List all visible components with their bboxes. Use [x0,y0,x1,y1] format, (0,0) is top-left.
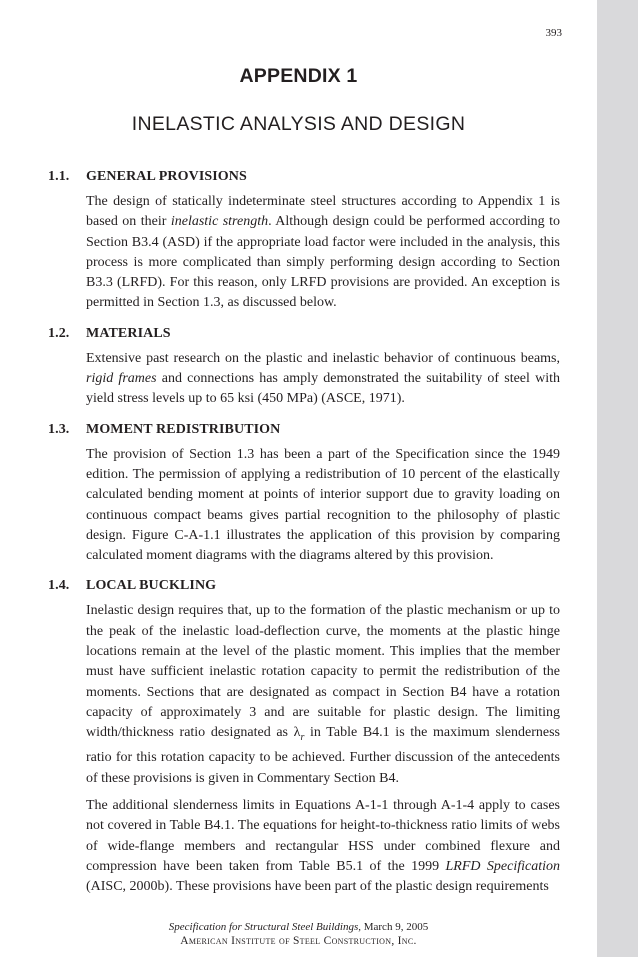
text-run: The design of statically indeterminate steel structures according to Appendix 1 is based on their [86,194,560,230]
text-run: The additional slenderness limits in Equations A-1-1 through A-1-4 apply to cases not covered in Table B4.1. The equations for height-to-thickness ratio limits of webs of wide-flange members and rectangular HSS under combined flexure and compression have been taken from Table B5.1 of the 1999 [86,797,560,874]
document-body [48,167,560,897]
section-1-4 [48,576,560,897]
paragraph [86,796,560,897]
footer-date: March 9, 2005 [360,921,429,933]
italic-text: inelastic strength [170,214,269,230]
text-run: The provision of Section 1.3 has been a part of the Specification since the 1949 edition. The permission of applying a redistribution of 10 percent of the elastically calculated bending moment at points of interior support due to gravity loading on continuous compact beams gives partial recognition to the philosophy of plastic design. Figure C-A-1.1 illustrates the application of this provision by comparing calculated moment diagrams with the diagrams altered by this provision. [86,446,560,564]
text-run: Extensive past research on the plastic and inelastic behavior of continuous beams, [86,350,560,366]
text-run: in Table B4.1 is the maximum slenderness ratio for this rotation capacity to be achieved. Further discussion of the antecedents of these provisions is given in Commentary Section B4. [86,725,560,786]
section-title: LOCAL BUCKLING [86,578,217,594]
section-1-3 [48,420,560,567]
paragraph [86,192,560,314]
footer-citation [0,920,597,934]
text-run: . Although design could be performed according to Section B3.4 (ASD) if the appropriate load factor were included in the analysis, this process is more complicated than simply performing design according to Section B3.3 (LRFD). For this reason, only LRFD provisions are provided. An exception is permitted in Section 1.3, as discussed below. [86,214,561,311]
paragraph [86,601,560,788]
text-run: (AISC, 2000b). These provisions have been part of the plastic design requirements [86,879,549,895]
section-1-1 [48,167,560,314]
appendix-subtitle: INELASTIC ANALYSIS AND DESIGN [131,113,466,135]
section-heading [48,167,560,186]
paragraph [86,445,560,567]
section-title: MOMENT REDISTRIBUTION [86,421,281,437]
page-footer [0,920,597,948]
section-number: 1.2. [48,325,70,341]
section-number: 1.1. [48,169,70,184]
section-heading [48,420,560,439]
footer-spec-title: Specification for Structural Steel Buildings, [168,921,361,933]
section-title: MATERIALS [86,325,171,341]
gray-margin-strip [597,0,638,957]
footer-publisher: American Institute of Steel Construction, Inc. [180,935,417,947]
section-number: 1.3. [48,421,70,437]
italic-text: rigid frames [86,371,157,387]
text-run: Inelastic design requires that, up to the formation of the plastic mechanism or up to the peak of the inelastic load-deflection curve, the moments at the plastic hinge locations remain at the level of the plastic moment. This implies that the member must have sufficient inelastic rotation capacity to permit the redistribution of the moments. Sections that are designated as compact in Section B4 have a rotation capacity of approximately 3 and are suitable for plastic design. The limiting width/thickness ratio designated as [86,603,560,741]
section-title: GENERAL PROVISIONS [86,169,247,184]
appendix-title: APPENDIX 1 [239,65,358,87]
section-heading [48,324,560,343]
section-number: 1.4. [48,578,70,594]
subscript-text: r [300,732,305,744]
page-number: 393 [545,27,562,39]
paragraph [86,349,560,410]
text-run: λ [293,725,301,741]
italic-text: LRFD Specification [445,858,560,874]
text-run: and connections has amply demonstrated the suitability of steel with yield stress levels up to 65 ksi (450 MPa) (ASCE, 1971). [86,371,560,407]
section-heading [48,576,560,595]
section-1-2 [48,324,560,410]
